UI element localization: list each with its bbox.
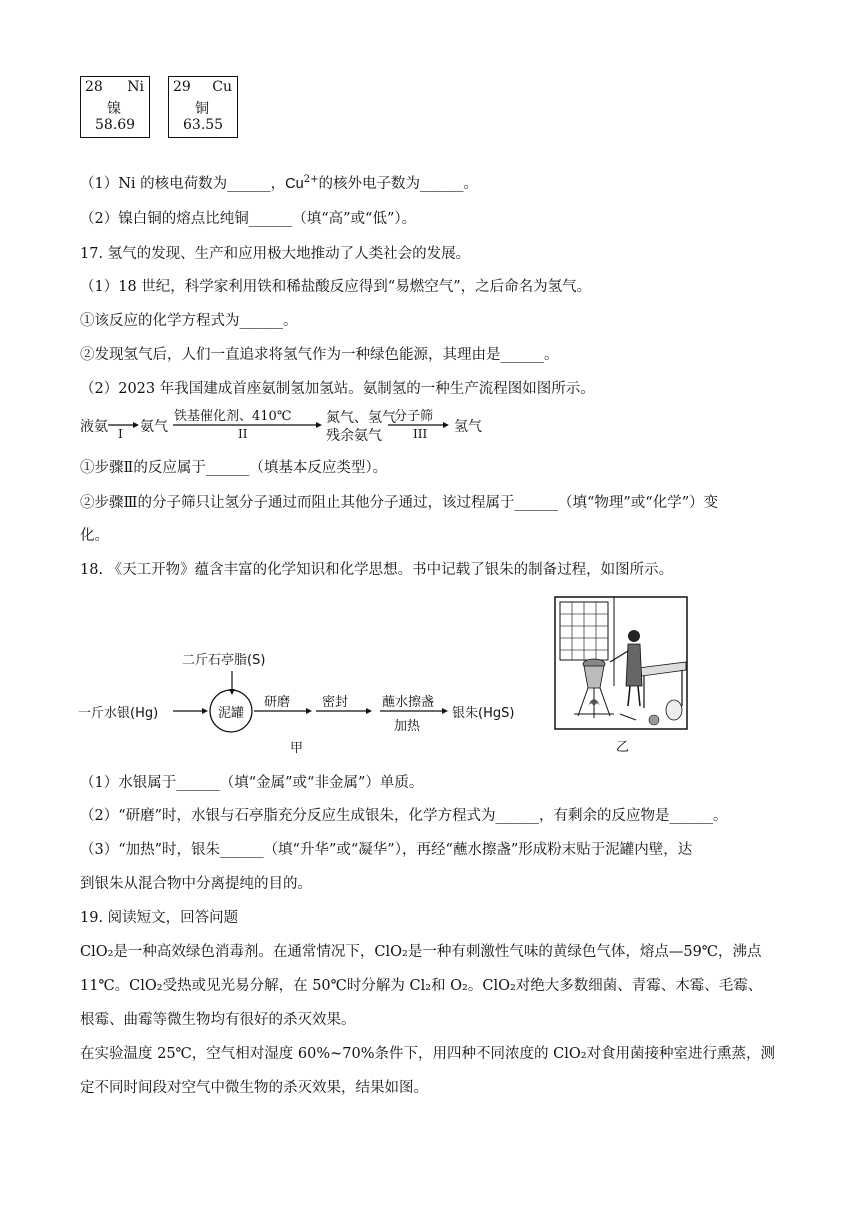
- liquid-ammonia-label: 液氨: [80, 419, 108, 435]
- element-symbol: Cu: [212, 79, 232, 95]
- element-name: 铜: [195, 101, 209, 117]
- q19-line4: 在实验温度 25℃，空气相对湿度 60%~70%条件下，用四种不同浓度的 ClO₂对食用菌接种室进行熏蒸，测: [80, 1046, 776, 1062]
- atomic-number: 29: [173, 79, 191, 95]
- ion-charge: 2+: [303, 174, 319, 185]
- figure-b-label: 乙: [616, 740, 630, 755]
- q18-part3b: 到银朱从混合物中分离提纯的目的。: [80, 876, 312, 892]
- q17-part1a: ①该反应的化学方程式为______。: [80, 313, 298, 329]
- atomic-mass: 58.69: [95, 117, 136, 133]
- element-symbol: Ni: [127, 79, 144, 95]
- heating-label: 加热: [394, 719, 421, 734]
- q19-line3: 根霉、曲霉等微生物均有很好的杀灭效果。: [80, 1012, 356, 1028]
- residual-ammonia-label: 残余氨气: [326, 428, 382, 444]
- element-cell-cu: [168, 76, 238, 138]
- q17-part2a: ①步骤Ⅱ的反应属于______（填基本反应类型）。: [80, 460, 388, 476]
- step-3-label: III: [413, 427, 428, 441]
- q19-line5: 定不同时间段对空气中微生物的杀灭效果，结果如图。: [80, 1080, 428, 1096]
- ammonia-flow-diagram: [78, 405, 498, 455]
- tiangong-kaiwu-illustration: [554, 596, 688, 755]
- cu-ion: Cu: [285, 175, 304, 192]
- q17-part1: （1）18 世纪，科学家利用铁和稀盐酸反应得到“易燃空气”，之后命名为氢气。: [80, 279, 592, 295]
- molecular-sieve-label: 分子筛: [394, 409, 434, 424]
- q17-part2b-cont: 化。: [80, 528, 109, 544]
- step-1-label: I: [118, 427, 123, 441]
- q19-title: 19. 阅读短文，回答问题: [80, 910, 239, 926]
- sulfur-label: 二斤石亭脂(S): [182, 653, 266, 668]
- q16-part1-text-b: 的核外电子数为______。: [318, 175, 478, 192]
- atomic-mass: 63.55: [183, 117, 224, 133]
- ammonia-gas-label: 氨气: [140, 419, 168, 435]
- silver-vermilion-flow-diagram: [78, 645, 538, 765]
- vermilion-product-label: 银朱(HgS): [452, 706, 515, 721]
- grinding-label: 研磨: [264, 695, 291, 710]
- q17-part1b: ②发现氢气后，人们一直追求将氢气作为一种绿色能源，其理由是______。: [80, 347, 559, 363]
- clay-pot-label: 泥罐: [218, 706, 245, 721]
- q18-title: 18. 《天工开物》蕴含丰富的化学知识和化学思想。书中记载了银朱的制备过程，如图所示。: [80, 562, 674, 578]
- figure-a-label: 甲: [290, 741, 304, 756]
- element-name: 镍: [107, 101, 121, 117]
- dip-water-label: 蘸水擦盏: [382, 695, 435, 710]
- catalyst-condition-label: 铁基催化剂、410℃: [174, 409, 292, 424]
- element-cell-ni: [80, 76, 150, 138]
- q18-part2: （2）“研磨”时，水银与石亭脂充分反应生成银朱，化学方程式为______，有剩余的反应物是______。: [80, 808, 728, 824]
- step-2-label: II: [238, 427, 248, 441]
- q17-part2b: ②步骤Ⅲ的分子筛只让氢分子通过而阻止其他分子通过，该过程属于______（填“物理”或“化学”）变: [80, 495, 719, 511]
- q17-title: 17. 氢气的发现、生产和应用极大地推动了人类社会的发展。: [80, 246, 471, 262]
- nitrogen-hydrogen-label: 氮气、氢气: [326, 410, 396, 426]
- q18-part3a: （3）“加热”时，银朱______（填“升华”或“凝华”），再经“蘸水擦盏”形成粉末贴于泥罐内壁，达: [80, 842, 693, 858]
- q16-part1: [80, 170, 478, 194]
- q18-part1: （1）水银属于______（填“金属”或“非金属”）单质。: [80, 775, 424, 791]
- q19-line2: 11℃。ClO₂受热或见光易分解，在 50℃时分解为 Cl₂和 O₂。ClO₂对绝大多数细菌、青霉、木霉、毛霉、: [80, 978, 763, 994]
- atomic-number: 28: [85, 79, 103, 95]
- q16-part1-text: （1）Ni 的核电荷数为______，: [80, 175, 286, 192]
- q19-line1: ClO₂是一种高效绿色消毒剂。在通常情况下，ClO₂是一种有刺激性气味的黄绿色气体，熔点—59℃，沸点: [80, 944, 762, 960]
- q17-part2: （2）2023 年我国建成首座氨制氢加氢站。氨制氢的一种生产流程图如图所示。: [80, 381, 595, 397]
- mercury-label: 一斤水银(Hg): [78, 706, 159, 721]
- hydrogen-output-label: 氢气: [454, 419, 482, 435]
- q16-part2: （2）镍白铜的熔点比纯铜______（填“高”或“低”）。: [80, 211, 417, 227]
- sealing-label: 密封: [322, 695, 349, 710]
- woodcut-drawing: [554, 596, 688, 730]
